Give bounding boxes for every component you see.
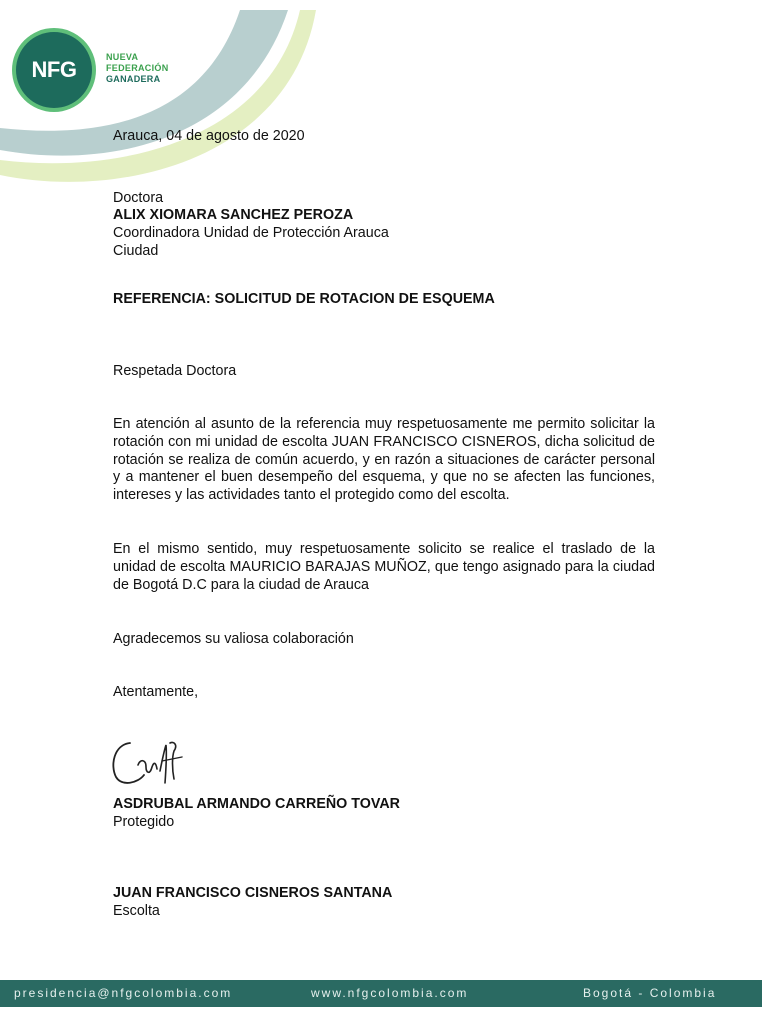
body-paragraph-2: En el mismo sentido, muy respetuosamente solicito se realice el traslado de la unidad de escolta MAURICIO BARAJAS MUÑOZ, que tengo asignado para la ciudad de Bogotá D.C para la ciudad de Arauca — [113, 541, 655, 593]
logo-name-line-1: NUEVA — [106, 52, 139, 62]
header-decorative-arcs — [0, 0, 768, 200]
signer-2-role: Escolta — [113, 903, 160, 919]
salutation: Respetada Doctora — [113, 363, 237, 379]
body-paragraph-1: En atención al asunto de la referencia muy respetuosamente me permito solicitar la rotación con mi unidad de escolta JUAN FRANCISCO CISNEROS, dicha solicitud de rotación se realiza de común acuerdo, y en razón a situaciones de carácter personal y a mantener el buen desempeño del esquema, y que no se afecten las funciones, intereses y las actividades tanto el protegido como del escolta. — [113, 416, 655, 504]
recipient-name: ALIX XIOMARA SANCHEZ PEROZA — [113, 207, 354, 223]
logo-name-line-2: FEDERACIÓN — [106, 63, 169, 73]
footer-email[interactable]: presidencia@nfgcolombia.com — [14, 986, 233, 1000]
logo-mark-text: NFG — [31, 57, 77, 82]
reference-line: REFERENCIA: SOLICITUD DE ROTACION DE ESQUEMA — [113, 291, 495, 307]
footer-bar — [0, 980, 762, 1007]
footer-website[interactable]: www.nfgcolombia.com — [311, 986, 469, 1000]
signer-2-name: JUAN FRANCISCO CISNEROS SANTANA — [113, 885, 393, 901]
signer-1-role: Protegido — [113, 814, 175, 830]
recipient-title: Doctora — [113, 190, 164, 206]
logo-mark — [16, 32, 92, 108]
logo-name — [106, 52, 169, 85]
closing-line: Atentamente, — [113, 684, 199, 700]
signer-1-name: ASDRUBAL ARMANDO CARREÑO TOVAR — [113, 796, 400, 812]
logo-name-line-3: GANADERA — [106, 74, 161, 84]
footer-location: Bogotá - Colombia — [583, 986, 717, 1000]
recipient-position: Coordinadora Unidad de Protección Arauca — [113, 225, 389, 241]
handwritten-signature — [108, 735, 188, 791]
place-date: Arauca, 04 de agosto de 2020 — [113, 128, 305, 144]
thanks-line: Agradecemos su valiosa colaboración — [113, 631, 354, 647]
recipient-city: Ciudad — [113, 243, 159, 259]
